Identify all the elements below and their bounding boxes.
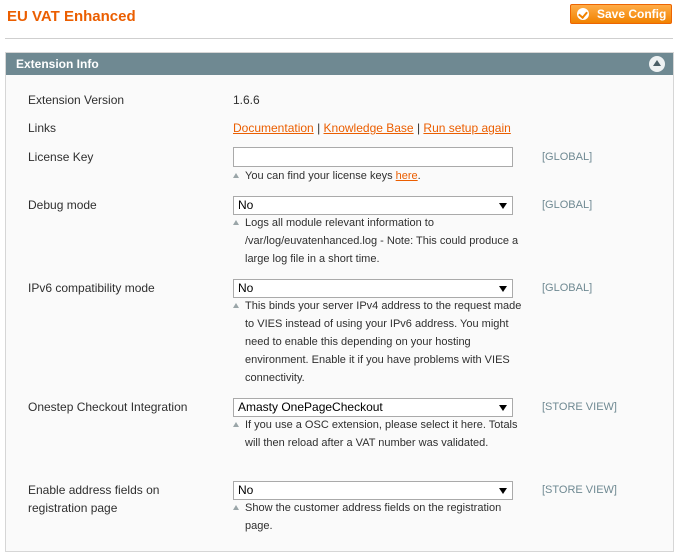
link-separator: | (317, 121, 321, 135)
links-group (233, 119, 511, 137)
extension-info-fieldset (5, 52, 674, 552)
note-triangle-icon (233, 220, 239, 225)
note-triangle-icon (233, 505, 239, 510)
license-key-input[interactable] (233, 147, 513, 167)
title-divider (5, 38, 673, 39)
dropdown-arrow-icon (499, 286, 507, 292)
address-fields-label: Enable address fields on registration page (28, 483, 160, 515)
ipv6-mode-note (233, 297, 523, 387)
knowledge-base-link[interactable]: Knowledge Base (323, 121, 414, 135)
note-triangle-icon (233, 173, 239, 178)
debug-mode-note-text: Logs all module relevant information to /var/log/euvatenhanced.log - Note: This could produce a large log file in a short time. (245, 217, 519, 265)
debug-mode-note (233, 214, 523, 268)
section-title: Extension Info (16, 57, 99, 71)
license-keys-here-link[interactable]: here (395, 170, 418, 182)
license-key-label: License Key (28, 150, 94, 164)
debug-mode-select[interactable] (233, 196, 513, 215)
onestep-checkout-scope: [STORE VIEW] (542, 401, 617, 413)
note-triangle-icon (233, 303, 239, 308)
address-fields-select[interactable] (233, 481, 513, 500)
debug-mode-scope: [GLOBAL] (542, 199, 593, 211)
license-key-scope: [GLOBAL] (542, 151, 593, 163)
dropdown-arrow-icon (499, 203, 507, 209)
documentation-link[interactable]: Documentation (233, 121, 314, 135)
section-header[interactable] (6, 53, 673, 75)
onestep-checkout-note (233, 416, 523, 452)
address-fields-note (233, 499, 523, 535)
license-key-note (233, 167, 523, 185)
ipv6-mode-label: IPv6 compatibility mode (28, 281, 155, 295)
extension-version-value: 1.6.6 (233, 93, 260, 107)
run-setup-again-link[interactable]: Run setup again (423, 121, 511, 135)
address-fields-scope: [STORE VIEW] (542, 484, 617, 496)
link-separator: | (416, 121, 421, 135)
extension-version-label: Extension Version (28, 93, 125, 107)
debug-mode-label: Debug mode (28, 198, 97, 212)
ipv6-mode-value: No (238, 281, 254, 295)
address-fields-value: No (238, 483, 254, 497)
note-triangle-icon (233, 422, 239, 427)
debug-mode-value: No (238, 198, 254, 212)
license-key-note-text: You can find your license keys (245, 170, 393, 182)
onestep-checkout-note-text: If you use a OSC extension, please select it here. Totals will then reload after a VAT number was validated. (245, 419, 518, 449)
check-circle-icon (577, 8, 589, 20)
page-title: EU VAT Enhanced (7, 8, 136, 25)
ipv6-mode-select[interactable] (233, 279, 513, 298)
license-key-note-end: . (417, 170, 421, 182)
onestep-checkout-label: Onestep Checkout Integration (28, 400, 188, 414)
ipv6-mode-note-text: This binds your server IPv4 address to the request made to VIES instead of using your IPv6 address. You might need to enable this depending on your hosting environment. Enable it if you have problems with VIES connectivity. (245, 300, 522, 384)
dropdown-arrow-icon (499, 405, 507, 411)
collapse-up-icon[interactable] (649, 56, 665, 72)
links-label: Links (28, 121, 57, 135)
address-fields-note-text: Show the customer address fields on the registration page. (245, 502, 502, 532)
save-config-label: Save Config (597, 7, 667, 21)
ipv6-mode-scope: [GLOBAL] (542, 282, 593, 294)
onestep-checkout-select[interactable] (233, 398, 513, 417)
save-config-button[interactable] (570, 4, 672, 24)
onestep-checkout-value: Amasty OnePageCheckout (238, 400, 383, 414)
dropdown-arrow-icon (499, 488, 507, 494)
